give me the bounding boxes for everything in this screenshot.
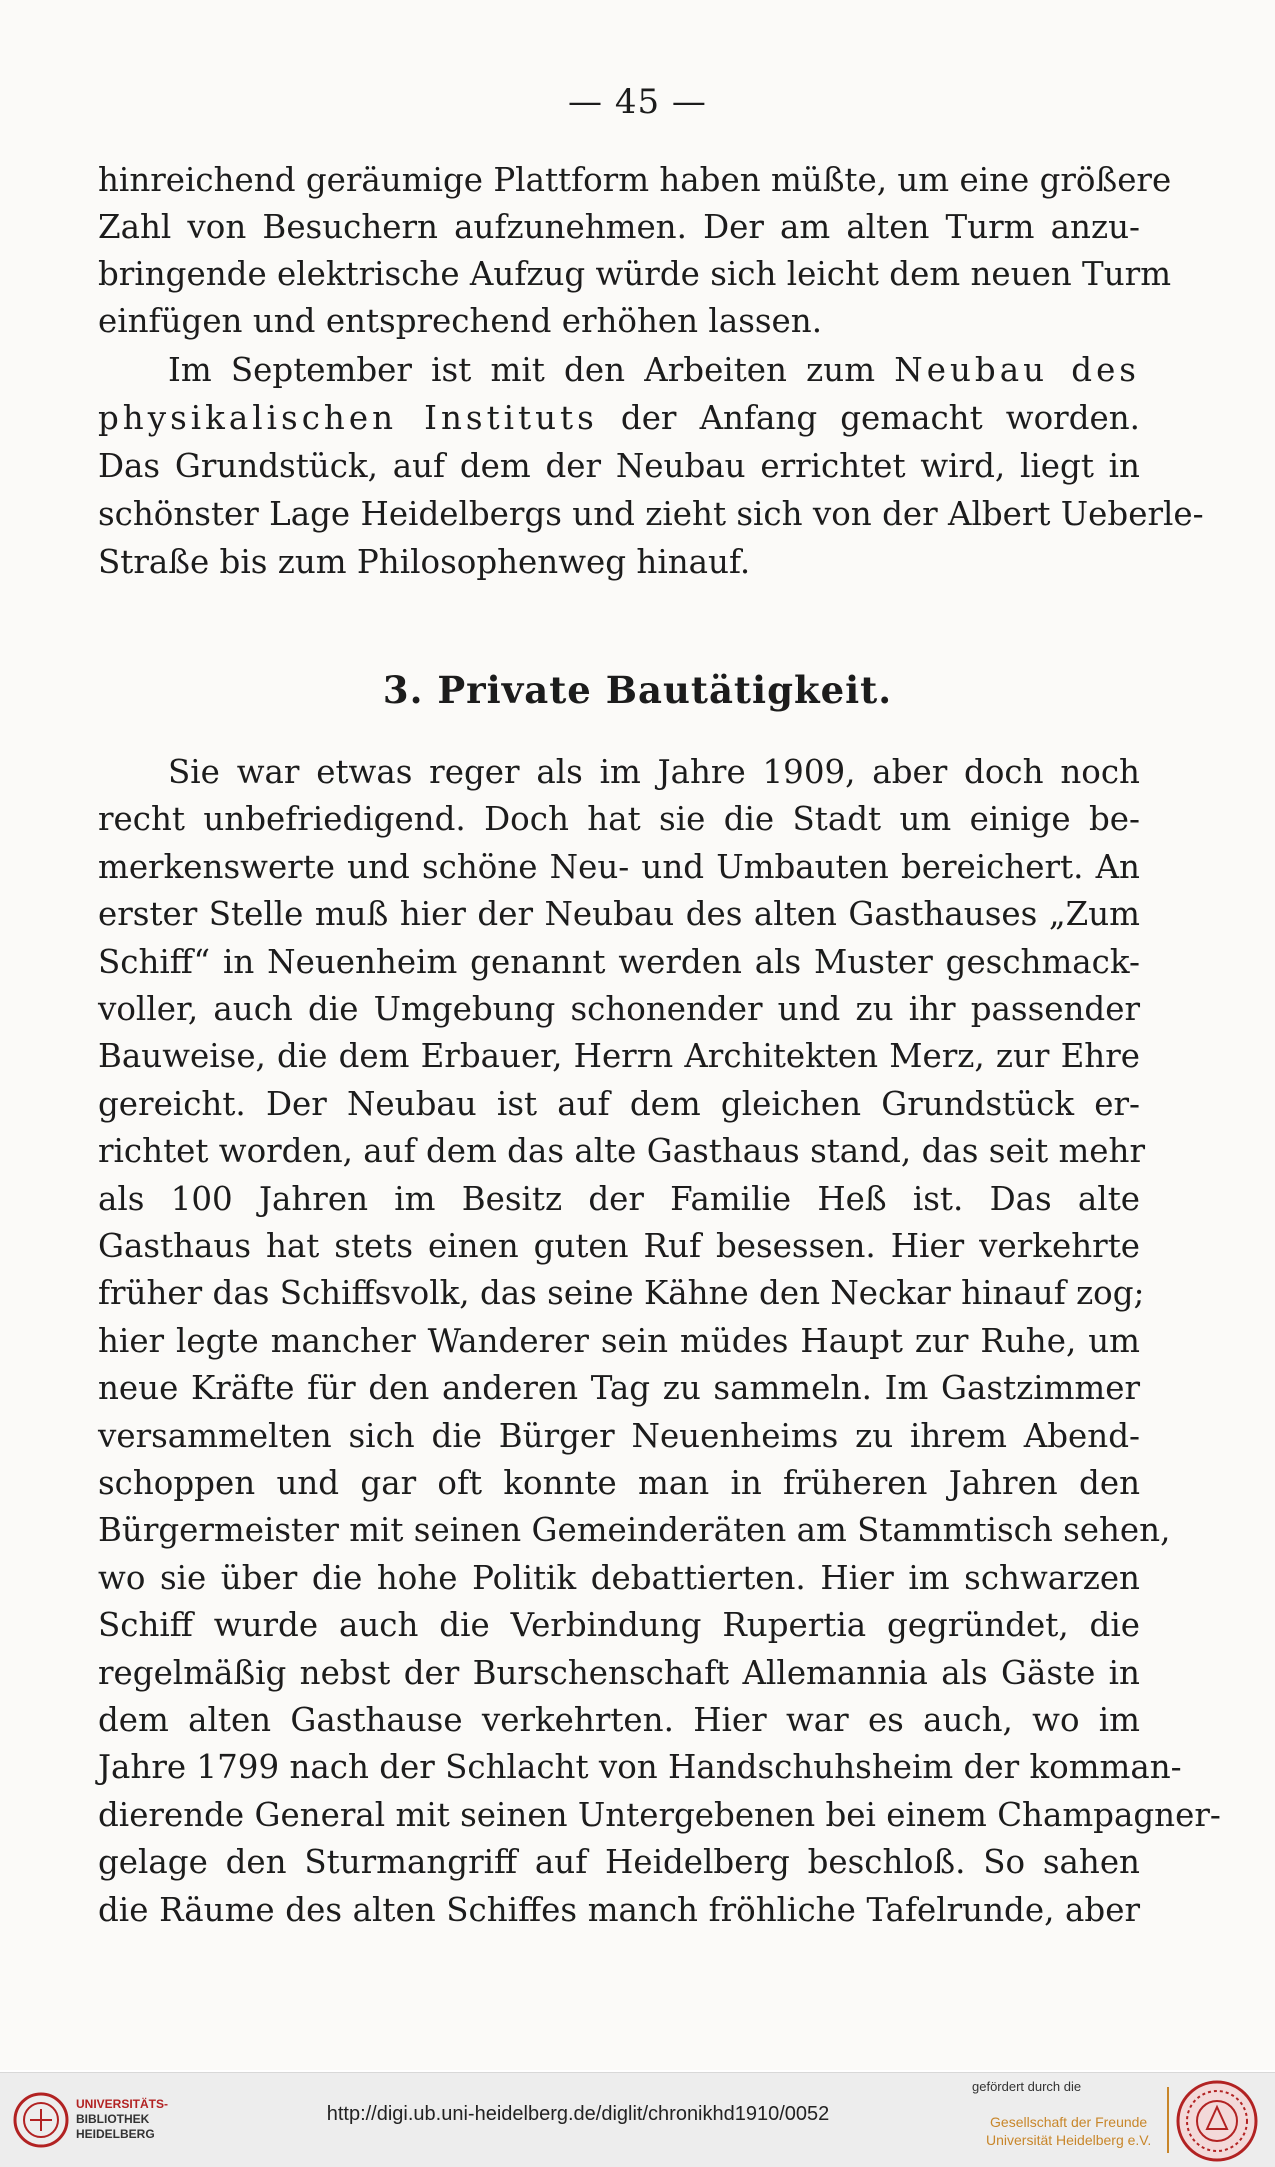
footer-bar: [0, 2072, 1275, 2167]
text-line: früher das Schiffsvolk, das seine Kähne den Neckar hinauf zog;: [98, 1274, 1145, 1313]
text-line: Schiff wurde auch die Verbindung Rupertia gegründet, die: [98, 1606, 1140, 1645]
text-line: Bauweise, die dem Erbauer, Herrn Architekten Merz, zur Ehre: [98, 1037, 1140, 1076]
text-line: hinreichend geräumige Plattform haben müßte, um eine größere: [98, 161, 1172, 199]
text-line: richtet worden, auf dem das alte Gasthaus stand, das seit mehr: [98, 1132, 1145, 1171]
text-line: erster Stelle muß hier der Neubau des alten Gasthauses „Zum: [98, 895, 1140, 934]
text-line: regelmäßig nebst der Burschenschaft Allemannia als Gäste in: [98, 1653, 1140, 1692]
text-line: Jahre 1799 nach der Schlacht von Handschuhsheim der komman-: [98, 1748, 1182, 1787]
sponsor-name-line: Gesellschaft der Freunde: [990, 2114, 1148, 2130]
text-line: einfügen und entsprechend erhöhen lassen.: [98, 302, 823, 340]
text-line: Straße bis zum Philosophenweg hinauf.: [98, 543, 751, 581]
text-line: dierende General mit seinen Untergebenen bei einem Champagner-: [98, 1795, 1221, 1834]
text-line: versammelten sich die Bürger Neuenheims zu ihrem Abend-: [98, 1416, 1140, 1455]
text-line: Gasthaus hat stets einen guten Ruf besessen. Hier verkehrte: [98, 1227, 1140, 1265]
university-seal-icon: [1175, 2079, 1259, 2163]
text-line: bringende elektrische Aufzug würde sich leicht dem neuen Turm: [98, 255, 1172, 293]
text-segment: Im September ist mit den Arbeiten zum: [168, 351, 876, 389]
text-line: gereicht. Der Neubau ist auf dem gleichen Grundstück er-: [98, 1084, 1140, 1123]
text-line: [168, 348, 1140, 392]
library-name-line: UNIVERSITÄTS-: [76, 2097, 169, 2111]
text-line: Das Grundstück, auf dem der Neubau errichtet wird, liegt in: [98, 447, 1140, 485]
sponsor-intro: gefördert durch die: [972, 2079, 1082, 2094]
section-heading: 3. Private Bautätigkeit.: [382, 668, 893, 712]
text-line: voller, auch die Umgebung schonender und zu ihr passender: [98, 990, 1140, 1028]
text-line: Bürgermeister mit seinen Gemeinderäten am Stammtisch sehen,: [98, 1511, 1171, 1550]
text-line: als 100 Jahren im Besitz der Familie Heß ist. Das alte: [98, 1179, 1140, 1218]
library-name-line: BIBLIOTHEK: [76, 2112, 150, 2126]
text-line: dem alten Gasthause verkehrten. Hier war es auch, wo im: [98, 1701, 1140, 1739]
text-line: schoppen und gar oft konnte man in früheren Jahren den: [98, 1464, 1140, 1502]
text-line: recht unbefriedigend. Doch hat sie die Stadt um einige be-: [98, 800, 1140, 839]
text-line: wo sie über die hohe Politik debattierten. Hier im schwarzen: [98, 1558, 1140, 1597]
text-line: die Räume des alten Schiffes manch fröhliche Tafelrunde, aber: [98, 1890, 1140, 1929]
sponsor-name-line: Universität Heidelberg e.V.: [986, 2132, 1152, 2148]
sponsor-name: [986, 2113, 1151, 2149]
text-line: gelage den Sturmangriff auf Heidelberg beschloß. So sahen: [98, 1843, 1140, 1882]
text-line: [98, 396, 1140, 440]
text-line: neue Kräfte für den anderen Tag zu sammeln. Im Gastzimmer: [98, 1369, 1140, 1408]
text-line: Schiff“ in Neuenheim genannt werden als Muster geschmack-: [98, 942, 1140, 981]
page-number: — 45 —: [568, 82, 707, 122]
text-line: Zahl von Besuchern aufzunehmen. Der am alten Turm anzu-: [98, 208, 1140, 246]
spaced-text: physikalischen Instituts: [98, 399, 598, 437]
text-line: Sie war etwas reger als im Jahre 1909, aber doch noch: [168, 753, 1140, 791]
text-line: schönster Lage Heidelbergs und zieht sich von der Albert Ueberle-: [98, 495, 1204, 533]
library-logo-icon: [12, 2091, 70, 2149]
text-segment: der Anfang gemacht worden.: [620, 399, 1140, 437]
footer-divider: [1167, 2087, 1169, 2153]
library-name-line: HEIDELBERG: [76, 2127, 155, 2141]
text-line: merkenswerte und schöne Neu- und Umbauten bereichert. An: [98, 847, 1140, 886]
library-name: [76, 2097, 168, 2142]
spaced-text: Neubau des: [894, 351, 1140, 389]
text-line: hier legte mancher Wanderer sein müdes Haupt zur Ruhe, um: [98, 1321, 1140, 1360]
permalink-url[interactable]: http://digi.ub.uni-heidelberg.de/diglit/chronikhd1910/0052: [326, 2103, 830, 2125]
